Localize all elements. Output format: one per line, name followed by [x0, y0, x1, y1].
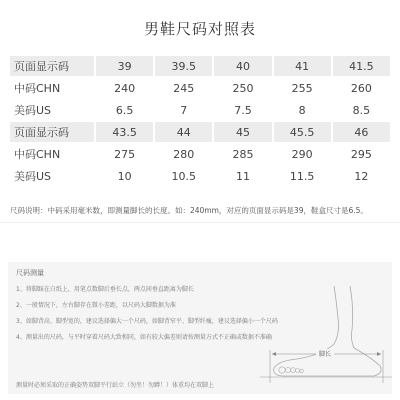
arrow-head-left [272, 352, 276, 356]
row-header: 中码CHN [10, 78, 94, 98]
size-chart-table [8, 54, 392, 188]
foot-length-label: 脚长 [318, 351, 332, 358]
row-header: 美码US [10, 100, 94, 120]
size-cell: 260 [333, 78, 390, 98]
size-row [10, 100, 390, 120]
size-cell: 295 [333, 144, 390, 164]
size-cell: 10 [96, 166, 153, 186]
row-header: 页面显示码 [10, 56, 94, 76]
toe-shape [291, 368, 296, 373]
size-cell: 8.5 [333, 100, 390, 120]
size-row [10, 122, 390, 142]
measurement-panel [8, 262, 392, 394]
measurement-title: 尺码测量 [16, 269, 44, 277]
size-cell: 45 [214, 122, 271, 142]
size-row [10, 166, 390, 186]
measure-footnote: 测量时必须采取的正确姿势双脚平行站立（勿坐！勿蹲！）体重均在双脚上 [16, 382, 215, 389]
size-cell: 6.5 [96, 100, 153, 120]
size-cell: 245 [155, 78, 212, 98]
row-header: 页面显示码 [10, 122, 94, 142]
size-cell: 290 [274, 144, 331, 164]
toe-shape [296, 369, 300, 373]
size-cell: 43.5 [96, 122, 153, 142]
size-cell: 275 [96, 144, 153, 164]
divider [0, 222, 400, 223]
arrow-head-right [377, 352, 381, 356]
row-header: 中码CHN [10, 144, 94, 164]
toe-shape [300, 369, 304, 373]
size-cell: 11 [214, 166, 271, 186]
size-cell: 250 [214, 78, 271, 98]
size-cell: 11.5 [274, 166, 331, 186]
measure-step-2: 2、一般情况下，左右脚存在微小差距，以尺码大脚数据为准 [16, 302, 176, 309]
size-cell: 41.5 [333, 56, 390, 76]
size-cell: 46 [333, 122, 390, 142]
toe-shape [285, 367, 290, 372]
size-row [10, 56, 390, 76]
size-cell: 41 [274, 56, 331, 76]
size-cell: 280 [155, 144, 212, 164]
size-cell: 39.5 [155, 56, 212, 76]
measure-step-4: 4、测量出的尺码，与平时穿着尺码大致相同，如有较大偏差则请按测量方式不正确或数据不准确 [16, 334, 272, 341]
size-cell: 44 [155, 122, 212, 142]
size-cell: 10.5 [155, 166, 212, 186]
size-cell: 45.5 [274, 122, 331, 142]
size-cell: 240 [96, 78, 153, 98]
size-cell: 285 [214, 144, 271, 164]
size-cell: 8 [274, 100, 331, 120]
foot-diagram [242, 278, 392, 390]
size-note: 尺码说明：中码采用毫米数，即测量脚长的长度。如：240mm，对应的页面显示码是39，鞋盒尺寸是6.5。 [10, 206, 368, 215]
size-cell: 39 [96, 56, 153, 76]
size-row [10, 144, 390, 164]
measure-step-1: 1、将脚踩在白纸上，用笔点数脚后垂长点，两点间垂直距离为脚长 [16, 286, 194, 293]
toe-shape [279, 367, 285, 373]
size-cell: 7 [155, 100, 212, 120]
measure-step-3: 3、如脚背高、脚型宽的，建议选择偏大一个尺码，如脚背窄平、脚型纤瘦，建议选择偏小一个尺码 [16, 318, 278, 325]
size-row [10, 78, 390, 98]
row-header: 美码US [10, 166, 94, 186]
size-cell: 40 [214, 56, 271, 76]
page-title: 男鞋尺码对照表 [143, 20, 256, 38]
size-cell: 7.5 [214, 100, 271, 120]
size-cell: 255 [274, 78, 331, 98]
foot-outline [274, 286, 381, 376]
size-cell: 12 [333, 166, 390, 186]
